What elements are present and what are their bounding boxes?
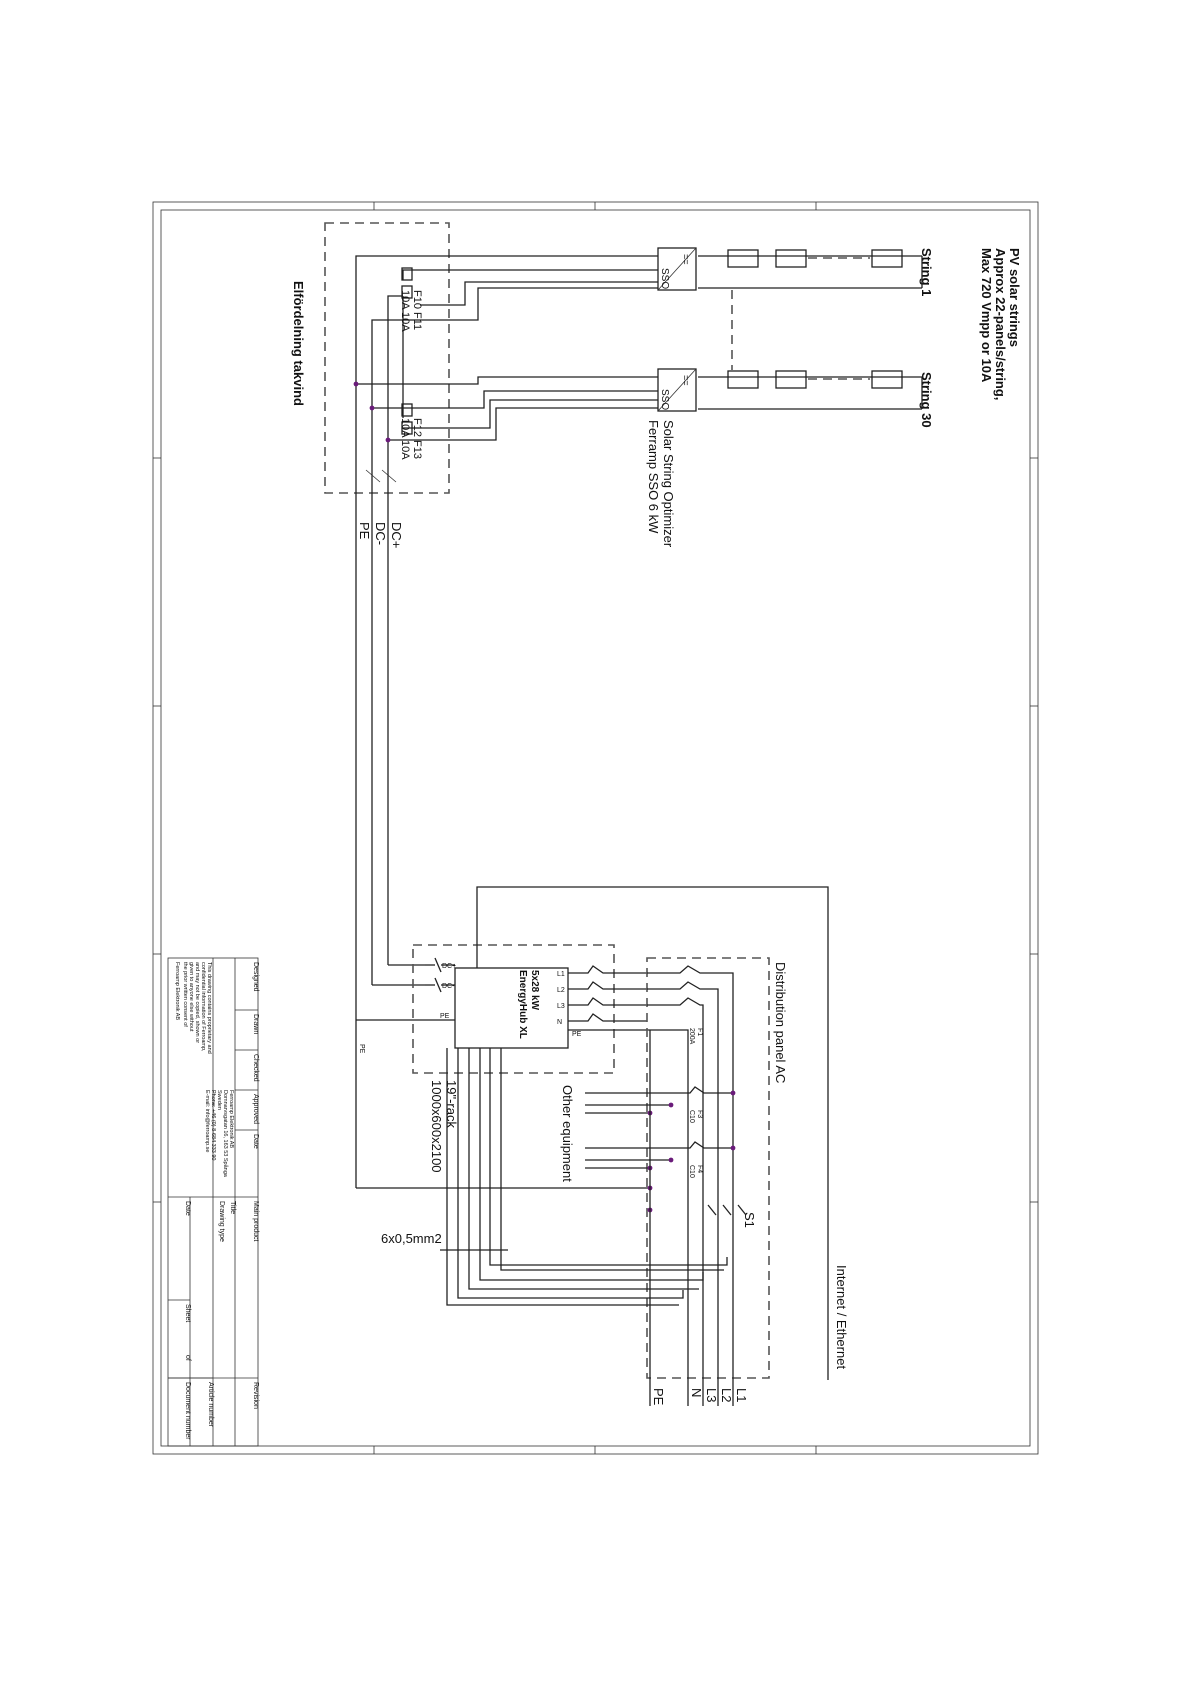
- rack-term-dcplus: DC+: [442, 963, 457, 970]
- roof-box-title: Elfördelning takvind: [291, 281, 306, 406]
- svg-text:Document number: Document number: [184, 1382, 191, 1440]
- fuse-f10-rating: 10A: [399, 290, 411, 310]
- svg-text:given to anyone else without: given to anyone else without: [188, 962, 194, 1032]
- fuse-f13-rating: 10A: [399, 440, 411, 460]
- dc-minus-label: DC-: [373, 522, 388, 546]
- energyhub-label: [517, 970, 540, 1039]
- svg-text:Revision: Revision: [252, 1382, 259, 1409]
- pv-panel-icon: [872, 250, 902, 267]
- pv-panels-per-string: Approx 22-panels/string,: [993, 248, 1008, 401]
- svg-text:and may not be copied, shown o: and may not be copied, shown or: [194, 962, 200, 1044]
- energyhub-power: 5x28 kW: [529, 970, 540, 1011]
- title-disclaimer: [174, 962, 212, 1054]
- other-equipment-label: Other equipment: [560, 1085, 575, 1182]
- energyhub-name: EnergyHub XL: [517, 970, 528, 1039]
- rack-dc-disconnects: [358, 958, 456, 1054]
- fuse-f13-name: F13: [411, 440, 423, 459]
- energyhub-box: [455, 968, 568, 1048]
- rack-title: 19"-rack: [444, 1080, 459, 1128]
- fuse-f12-rating: 10A: [399, 418, 411, 438]
- sso-caption-line2: Ferramp SSO 6 kW: [646, 420, 661, 534]
- roof-distribution-box: [325, 223, 449, 493]
- svg-text:Sheet: Sheet: [184, 1304, 191, 1323]
- svg-text:L3: L3: [557, 1003, 565, 1010]
- pv-max-rating: Max 720 Vmpp or 10A: [979, 248, 994, 383]
- svg-text:==: ==: [681, 254, 691, 265]
- fuse-f10-name: F10: [411, 290, 423, 309]
- svg-text:Domnarvsgatan 16, 163 53 Spång: Domnarvsgatan 16, 163 53 Spånga: [222, 1090, 228, 1177]
- fuse-f11-rating: 10A: [399, 312, 411, 332]
- svg-text:Ferroamp Elektronik AB: Ferroamp Elektronik AB: [174, 962, 180, 1021]
- phase-l1: L1: [734, 1388, 749, 1403]
- title-block: [168, 958, 259, 1446]
- frame-ticks: [153, 202, 1038, 1454]
- pv-panel-icon: [776, 371, 806, 388]
- svg-text:Date: Date: [252, 1134, 259, 1149]
- svg-text:Drawing type: Drawing type: [218, 1201, 225, 1242]
- svg-text:Phone: +46 (0) 8-684 333 90: Phone: +46 (0) 8-684 333 90: [210, 1090, 216, 1161]
- svg-text:==: ==: [681, 375, 691, 386]
- sso-caption-line1: Solar String Optimizer: [661, 420, 676, 548]
- rack-term-dcminus: DC-: [442, 983, 455, 990]
- string-30-label: String 30: [919, 372, 934, 428]
- svg-text:PE: PE: [358, 1044, 365, 1054]
- f3-name: F3: [696, 1110, 703, 1119]
- f1-name: F1: [696, 1028, 703, 1037]
- fuse-f12-name: F12: [411, 418, 423, 437]
- sso-30: [658, 369, 696, 411]
- pv-panel-icon: [872, 371, 902, 388]
- svg-text:PE: PE: [572, 1031, 582, 1038]
- string-1-panels: [698, 250, 922, 288]
- phase-l2: L2: [719, 1388, 734, 1403]
- phase-pe: PE: [651, 1388, 666, 1406]
- svg-text:Title: Title: [229, 1201, 236, 1214]
- pv-panel-icon: [776, 250, 806, 267]
- svg-text:Main product: Main product: [252, 1201, 259, 1242]
- svg-text:Checked: Checked: [252, 1054, 259, 1082]
- svg-text:Date: Date: [184, 1201, 191, 1216]
- sso-1-label: SSO: [659, 268, 670, 290]
- cable-label: 6x0,5mm2: [381, 1231, 442, 1246]
- svg-text:Designed: Designed: [252, 962, 259, 992]
- pv-header: [979, 248, 1022, 400]
- svg-text:Sweden: Sweden: [216, 1090, 222, 1110]
- fuse-f11-name: F11: [411, 312, 423, 331]
- f1-breaker: [647, 966, 733, 1406]
- rack-caption: [429, 1080, 459, 1173]
- rack-term-pe: PE: [440, 1013, 450, 1020]
- pe-rail: [356, 1030, 652, 1406]
- sso-30-label: SSO: [659, 389, 670, 411]
- title-company: [204, 1090, 234, 1178]
- phase-n: N: [689, 1388, 704, 1398]
- svg-text:Approved: Approved: [252, 1094, 259, 1124]
- svg-text:Drawn: Drawn: [252, 1014, 259, 1035]
- sso-1: [658, 248, 696, 290]
- f4-name: F4: [696, 1165, 703, 1174]
- pv-panel-icon: [728, 371, 758, 388]
- svg-text:E-mail: info@ferroamp.se: E-mail: info@ferroamp.se: [204, 1090, 210, 1153]
- svg-text:the prior written consent of: the prior written consent of: [182, 962, 188, 1027]
- rack-size: 1000x600x2100: [429, 1080, 444, 1173]
- svg-text:confidential information of Fe: confidential information of Ferroamp,: [200, 962, 206, 1052]
- svg-text:Article number: Article number: [207, 1382, 214, 1428]
- rack-ac-terminals: [557, 966, 650, 1038]
- dc-plus-label: DC+: [389, 522, 404, 549]
- sso-caption: [646, 420, 676, 548]
- s1-label: S1: [742, 1212, 757, 1228]
- svg-text:L2: L2: [557, 987, 565, 994]
- f3-rating: C10: [688, 1110, 695, 1123]
- svg-text:of: of: [184, 1355, 191, 1361]
- svg-text:N: N: [557, 1019, 563, 1026]
- distribution-title: Distribution panel AC: [773, 962, 788, 1084]
- internet-label: Internet / Ethernet: [834, 1265, 849, 1370]
- f3-breaker: [585, 1087, 735, 1123]
- f4-breaker: [585, 1142, 735, 1178]
- string-1-label: String 1: [919, 248, 934, 297]
- svg-text:This drawing contains propriet: This drawing contains proprietary and: [206, 962, 212, 1054]
- phase-labels: [651, 1388, 749, 1406]
- ethernet-line: [477, 887, 828, 1380]
- svg-text:L1: L1: [557, 971, 565, 978]
- f1-rating: 200A: [688, 1028, 695, 1045]
- distribution-panel: [647, 958, 769, 1378]
- pe-label: PE: [357, 522, 372, 540]
- pv-title: PV solar strings: [1007, 248, 1022, 347]
- phase-l3: L3: [704, 1388, 719, 1403]
- pv-panel-icon: [728, 250, 758, 267]
- f4-rating: C10: [688, 1165, 695, 1178]
- svg-text:Ferroamp Elektronik AB: Ferroamp Elektronik AB: [228, 1090, 234, 1149]
- string-30-panels: [698, 371, 922, 409]
- outer-frame: [153, 202, 1038, 1454]
